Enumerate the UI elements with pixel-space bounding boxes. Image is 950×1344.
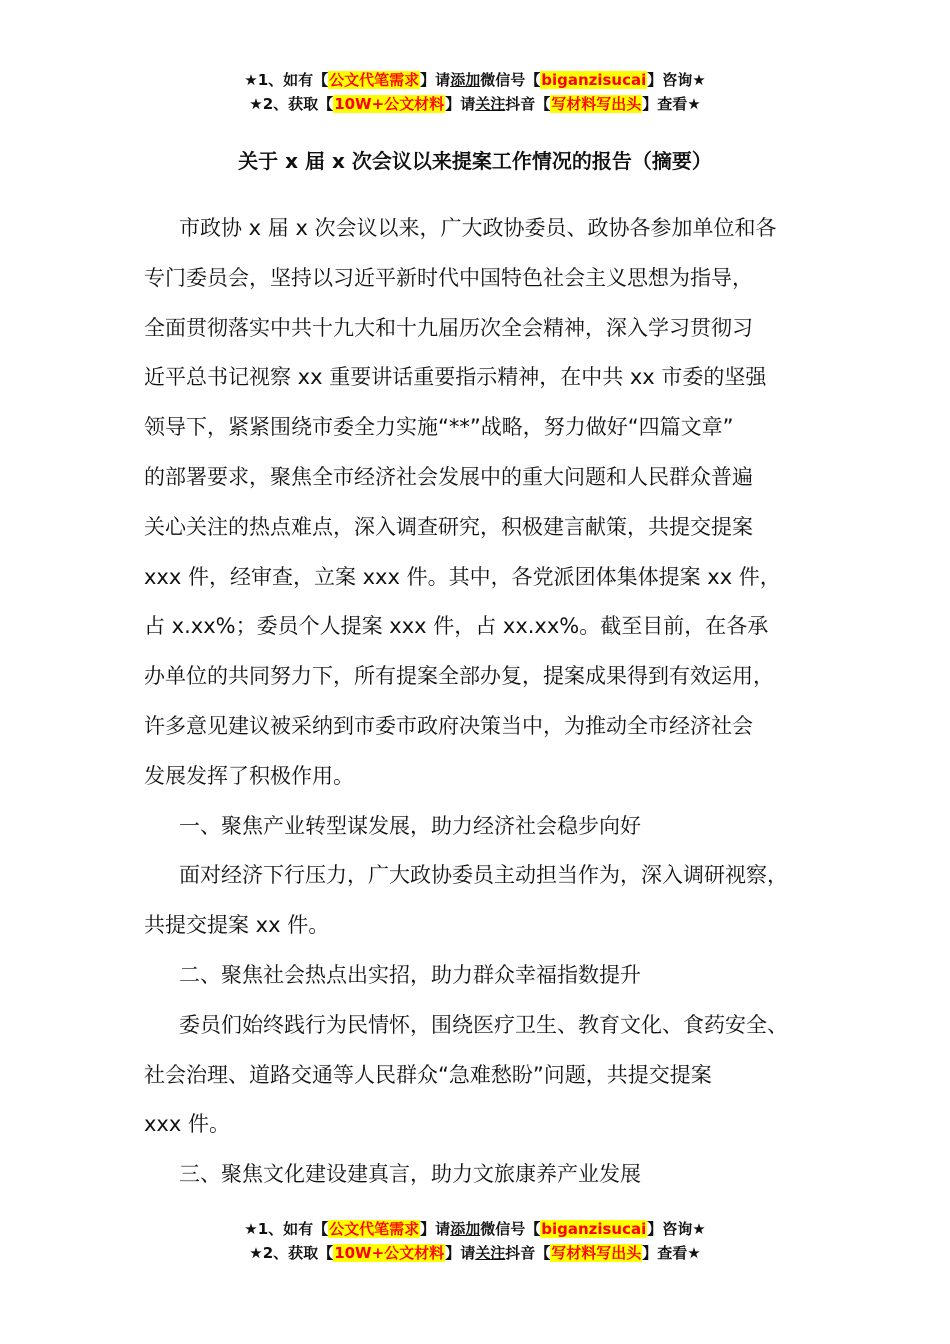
body-line: 委员们始终践行为民情怀，围绕医疗卫生、教育文化、食药安全、 xyxy=(179,1012,788,1037)
body-line: 占 x.xx%；委员个人提案 xxx 件，占 xx.xx%。截至目前，在各承 xyxy=(144,614,769,639)
body-line: 面对经济下行压力，广大政协委员主动担当作为，深入调研视察， xyxy=(179,863,788,888)
document-title: 关于 x 届 x 次会议以来提案工作情况的报告（摘要） xyxy=(238,149,712,173)
body-line: 全面贯彻落实中共十九大和十九届历次全会精神，深入学习贯彻习 xyxy=(144,315,753,340)
section-heading-2: 二、聚焦社会热点出实招，助力群众幸福指数提升 xyxy=(179,962,641,987)
promo-line-1-text: 】请 xyxy=(420,1220,451,1238)
promo-highlight-wechat-id: biganzisucai xyxy=(541,71,647,89)
promo-line-2-suffix: 】查看★ xyxy=(642,1244,701,1262)
promo-line-1-text-2: 微信号【 xyxy=(480,1220,541,1238)
body-line: 发展发挥了积极作用。 xyxy=(144,763,354,788)
footer-promo-banner xyxy=(0,1217,950,1265)
promo-highlight-materials: 10W+公文材料 xyxy=(334,95,445,113)
body-line: 的部署要求，聚焦全市经济社会发展中的重大问题和人民群众普遍 xyxy=(144,464,753,489)
promo-line-2-prefix: ★2、获取【 xyxy=(249,95,334,113)
body-line: 领导下，紧紧围绕市委全力实施“**”战略，努力做好“四篇文章” xyxy=(144,415,734,440)
promo-underlined-add: 添加 xyxy=(450,1220,481,1238)
promo-line-2-suffix: 】查看★ xyxy=(642,95,701,113)
promo-line-2-text: 】请 xyxy=(445,95,476,113)
promo-line-2 xyxy=(0,92,950,116)
body-line: 市政协 x 届 x 次会议以来，广大政协委员、政协各参加单位和各 xyxy=(179,216,777,240)
promo-underlined-add: 添加 xyxy=(450,71,481,89)
body-line: 专门委员会，坚持以习近平新时代中国特色社会主义思想为指导， xyxy=(144,265,753,290)
body-line: xxx 件，经审查，立案 xxx 件。其中，各党派团体集体提案 xx 件， xyxy=(144,564,781,589)
header-promo-banner xyxy=(0,68,950,116)
body-line: 近平总书记视察 xx 重要讲话重要指示精神，在中共 xx 市委的坚强 xyxy=(144,365,767,390)
section-heading-3: 三、聚焦文化建设建真言，助力文旅康养产业发展 xyxy=(179,1162,641,1187)
promo-highlight-materials: 10W+公文材料 xyxy=(334,1244,445,1262)
promo-line-1-text-2: 微信号【 xyxy=(480,71,541,89)
document-body xyxy=(144,204,834,1200)
body-line: 办单位的共同努力下，所有提案全部办复，提案成果得到有效运用， xyxy=(144,664,774,689)
body-line: 许多意见建议被采纳到市委市政府决策当中，为推动全市经济社会 xyxy=(144,713,753,738)
promo-underlined-follow: 关注 xyxy=(475,95,506,113)
body-line: xxx 件。 xyxy=(144,1112,230,1137)
promo-line-2 xyxy=(0,1241,950,1265)
body-line: 社会治理、道路交通等人民群众“急难愁盼”问题，共提交提案 xyxy=(144,1062,712,1087)
promo-line-2-text-2: 抖音【 xyxy=(505,95,551,113)
promo-highlight-service: 公文代笔需求 xyxy=(329,71,420,89)
promo-highlight-douyin-account: 写材料写出头 xyxy=(551,95,642,113)
body-line: 关心关注的热点难点，深入调查研究，积极建言献策，共提交提案 xyxy=(144,514,753,539)
promo-highlight-douyin-account: 写材料写出头 xyxy=(551,1244,642,1262)
promo-line-1-prefix: ★1、如有【 xyxy=(244,1220,329,1238)
promo-line-1-suffix: 】咨询★ xyxy=(647,1220,706,1238)
promo-line-1-prefix: ★1、如有【 xyxy=(244,71,329,89)
promo-line-1-text: 】请 xyxy=(420,71,451,89)
promo-highlight-service: 公文代笔需求 xyxy=(329,1220,420,1238)
promo-line-1 xyxy=(0,1217,950,1241)
promo-highlight-wechat-id: biganzisucai xyxy=(541,1220,647,1238)
promo-line-2-text-2: 抖音【 xyxy=(505,1244,551,1262)
promo-underlined-follow: 关注 xyxy=(475,1244,506,1262)
promo-line-2-prefix: ★2、获取【 xyxy=(249,1244,334,1262)
promo-line-1-suffix: 】咨询★ xyxy=(647,71,706,89)
promo-line-1 xyxy=(0,68,950,92)
promo-line-2-text: 】请 xyxy=(445,1244,476,1262)
body-line: 共提交提案 xx 件。 xyxy=(144,913,330,938)
section-heading-1: 一、聚焦产业转型谋发展，助力经济社会稳步向好 xyxy=(179,813,641,838)
